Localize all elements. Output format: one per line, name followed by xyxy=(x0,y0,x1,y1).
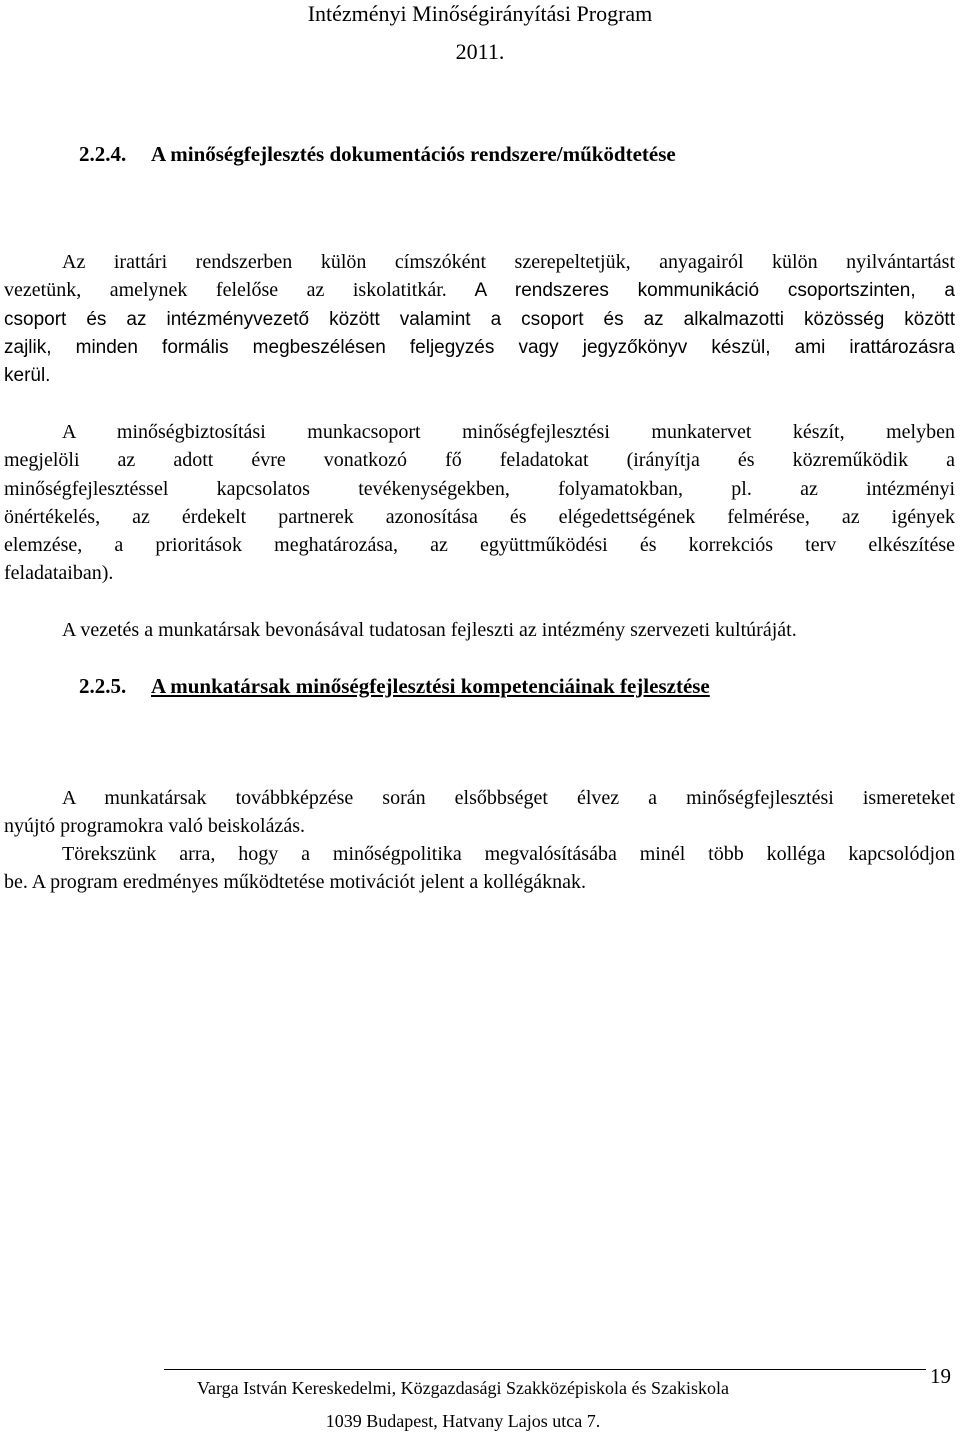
paragraph-workgroup xyxy=(4,418,955,588)
header-year: 2011. xyxy=(455,39,505,64)
paragraph-line: feladataiban). xyxy=(4,562,114,585)
paragraph-line: zajlik, minden formális megbeszélésen feljegyzés vagy jegyzőkönyv készül, ami irattározásra xyxy=(4,336,955,358)
paragraph-line: be. A program eredményes működtetése motivációt jelent a kollégáknak. xyxy=(4,871,587,894)
page-number: 19 xyxy=(930,1364,951,1388)
paragraph-documentation xyxy=(4,248,955,390)
paragraph-line: önértékelés, az érdekelt partnerek azonosítása és elégedettségének felmérése, az igények xyxy=(4,505,955,528)
footer-address: 1039 Budapest, Hatvany Lajos utca 7. xyxy=(325,1411,601,1431)
section-number: 2.2.4. xyxy=(79,142,127,166)
paragraph-line: megjelöli az adott évre vonatkozó fő feladatokat (irányítja és közreműködik a xyxy=(4,449,955,472)
footer-school-name: Varga István Kereskedelmi, Közgazdasági Szakközépiskola és Szakiskola xyxy=(197,1378,729,1398)
paragraph-line: Törekszünk arra, hogy a minőségpolitika megvalósításába minél több kolléga kapcsolódjon xyxy=(62,843,955,865)
section-number: 2.2.5. xyxy=(79,674,127,698)
footer-divider xyxy=(164,1369,926,1370)
paragraph-line: A vezetés a munkatársak bevonásával tudatosan fejleszti az intézmény szervezeti kultúráját. xyxy=(62,619,797,641)
paragraph-line: A minőségbiztosítási munkacsoport minőségfejlesztési munkatervet készít, melyben xyxy=(62,421,955,443)
paragraph-line xyxy=(4,276,955,305)
paragraph-leadership xyxy=(4,616,955,644)
paragraph-line: nyújtó programokra való beiskolázás. xyxy=(4,815,306,838)
paragraph-line: Az irattári rendszerben külön címszóként szerepeltetjük, anyagairól külön nyilvántartást xyxy=(62,251,955,273)
paragraph-line-serif: vezetünk, amelynek felelőse az iskolatitkár. xyxy=(4,279,447,302)
section-heading-2-2-5 xyxy=(79,674,710,698)
paragraph-line: A munkatársak továbbképzése során elsőbbséget élvez a minőségfejlesztési ismereteket xyxy=(62,787,955,809)
paragraph-line: csoport és az intézményvezető között valamint a csoport és az alkalmazotti közösség között xyxy=(4,308,955,330)
section-heading-2-2-4 xyxy=(79,142,676,166)
section-title: A minőségfejlesztés dokumentációs rendszere/működtetése xyxy=(151,142,676,166)
paragraph-line-sans: A rendszeres kommunikáció csoportszinten, a xyxy=(446,280,955,302)
section-title: A munkatársak minőségfejlesztési kompetenciáinak fejlesztése xyxy=(151,674,710,698)
paragraph-line: minőségfejlesztéssel kapcsolatos tevékenységekben, folyamatokban, pl. az intézményi xyxy=(4,477,955,500)
paragraph-quality-policy xyxy=(4,840,955,897)
paragraph-line: kerül. xyxy=(4,365,51,387)
paragraph-training xyxy=(4,784,955,841)
paragraph-line: elemzése, a prioritások meghatározása, az együttműködési és korrekciós terv elkészítése xyxy=(4,534,955,557)
header-title: Intézményi Minőségirányítási Program xyxy=(307,1,653,26)
